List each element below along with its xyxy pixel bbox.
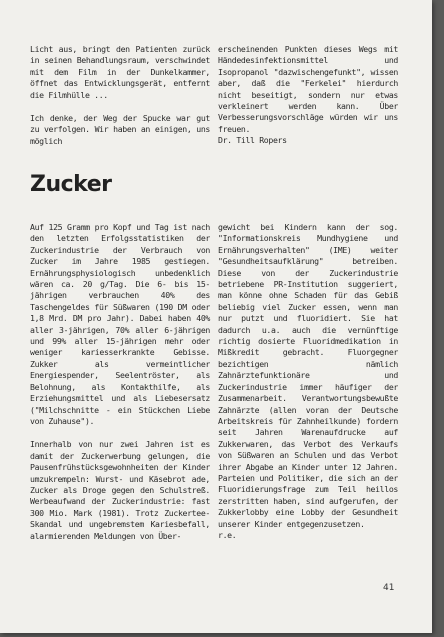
article-heading: Zucker (30, 172, 112, 197)
bottom-right-column (218, 222, 398, 541)
author-signature: Dr. Till Ropers (218, 135, 287, 146)
paragraph: Auf 125 Gramm pro Kopf und Tag ist nach den letzten Erfolgsstatistiken der Zuckerindustrie der Verbrauch von Zucker im Jahre 1985 gestiegen. Ernährungsphysiologisch unbedenklich wären ca. 20 g/Tag. Die 6- bis 15-jährigen verbrauchen 40% des Taschengeldes für Süßwaren (190 DM oder 1,8 Mrd. DM pro Jahr). Dabei haben 40% aller 3-jährigen, 70% aller 6-jährigen und 99% aller 15-jährigen mehr oder weniger kariesserkrankte Gebisse. Zukker als vermeintlicher Energiespender, Seelentröster, als Belohnung, als Kontakthilfe, als Erziehungsmittel und als Liebesersatz ("Milchschnitte - ein Stückchen Liebe von Zuhause"). (30, 222, 210, 426)
paragraph: Ich denke, der Weg der Spucke war gut zu verfolgen. Wir haben an einigen, uns möglich (30, 113, 210, 146)
author-signature: r.e. (218, 529, 237, 540)
page-number: 41 (383, 583, 395, 593)
bottom-left-column (30, 222, 210, 542)
top-right-column (218, 44, 398, 147)
paragraph: gewicht bei Kindern kann der sog. "Informationskreis Mundhygiene und Ernährungsverhalten" (IME) weiter "Gesundheitsaufklärung" betreiben. Diese von der Zuckerindustrie betriebene PR-Institution suggeriert, man könne ohne Schaden für das Gebiß beliebig viel Zucker essen, wenn man nur putzt und fluoridiert. Sie hat dadurch u.a. auch die vernünftige richtig dosierte Fluoridmedikation in Mißkredit gebracht. Fluorgegner bezichtigen nämlich Zahnärztefunktionäre und Zuckerindustrie immer häufiger der Zusammenarbeit. Verantwortungsbewußte Zahnärzte (allen voran der Deutsche Arbeitskreis für Zahnheilkunde) fordern seit Jahren Warenaufdrucke auf Zukkerwaren, das Verbot des Verkaufs von Süßwaren an Schulen und das Verbot ihrer Abgabe an Kinder unter 12 Jahren. Parteien und Politiker, die sich an der Fluoridierungsfrage zum Teil heillos zerstritten haben, sind aufgerufen, der Zukkerlobby eine Lobby der Gesundheit unserer Kinder entgegenzusetzen. (218, 222, 398, 529)
paragraph: Innerhalb von nur zwei Jahren ist es damit der Zuckerwerbung gelungen, die Pausenfrühstücksgewohnheiten der Kinder umzukrempeln: Wurst- und Käsebrot ade, Zucker als Droge gegen den Schulstreß. Werbeaufwand der Zuckerindustrie: fast 300 Mio. Mark (1981). Trotz Zuckertee-Skandal und ungebremstem Kariesbefall, alarmierenden Meldungen von Über- (30, 439, 210, 541)
paragraph: Licht aus, bringt den Patienten zurück in seinen Behandlungsraum, verschwindet mit dem Film in der Dunkelkammer, öffnet das Entwicklungsgerät, entfernt die Filmhülle ... (30, 44, 210, 100)
top-left-column (30, 44, 210, 147)
paragraph: erscheinenden Punkten dieses Wegs mit Händedesinfektionsmittel und Isopropanol "dazwischengefunkt", wissen aber, daß die "Ferkelei" hierdurch nicht beseitigt, sondern nur etwas verkleinert werden kann. Über Verbesserungsvorschläge würden wir uns freuen. (218, 44, 398, 134)
